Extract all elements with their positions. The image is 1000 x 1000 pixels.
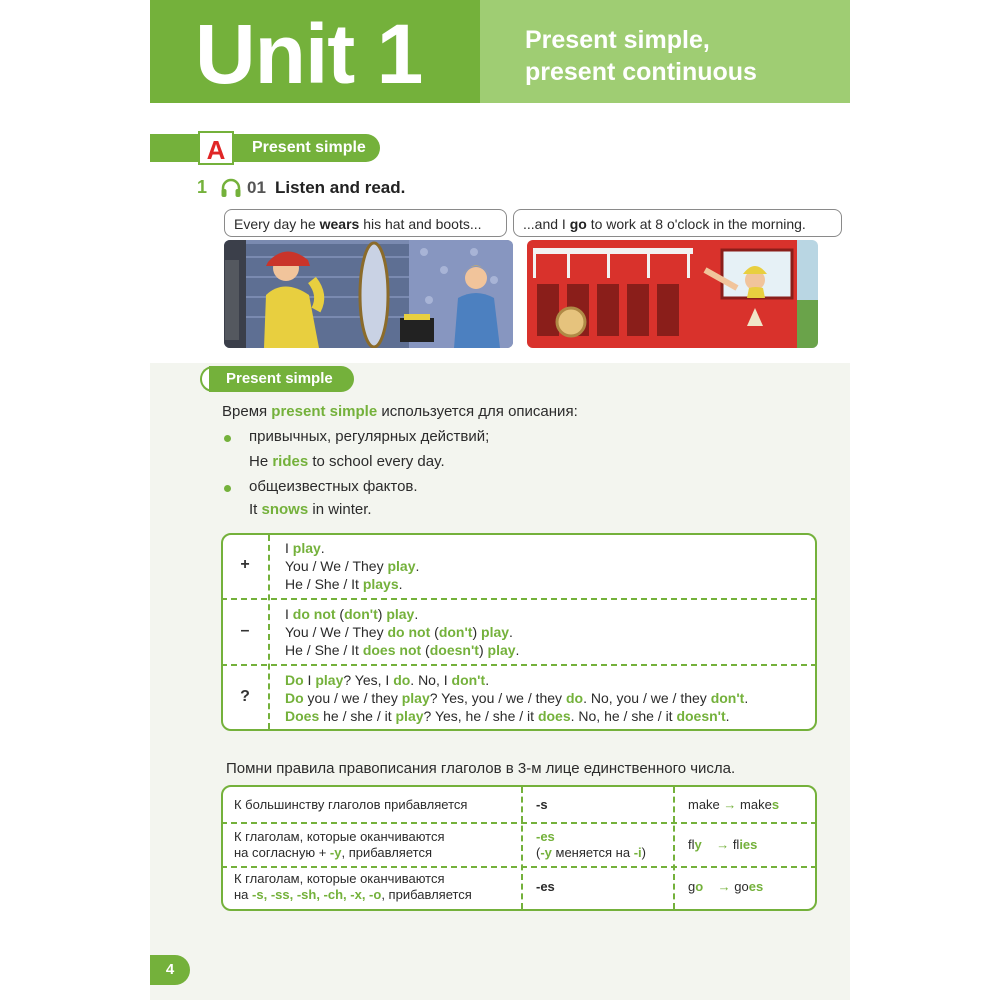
example-ending: es [748,879,764,894]
note-text: ( [536,845,541,860]
cell-verb: do [565,690,584,706]
arrow-icon: → [716,837,730,852]
cell-text: You / We / They [285,624,388,640]
cell-text: He / She / It [285,642,363,658]
cell-text: ? Yes, I [343,672,394,688]
cell-text: ? Yes, he / she / it [423,708,538,724]
spelling-rule [234,871,472,903]
spelling-example [688,837,757,853]
rule-letter: -y [329,845,342,860]
cell-text: ) [472,624,482,640]
exercise-number: 1 [197,177,208,197]
spelling-rule [234,829,445,861]
rule-term: present simple [271,403,378,420]
spelling-example [688,879,763,895]
cell-text: . [415,558,420,574]
illustration-fire-truck [527,240,818,348]
cell-text: ( [430,624,439,640]
table-divider [268,535,270,729]
example-text: to school every day. [308,453,445,470]
rule-bullet-1: привычных, регулярных действий; [249,428,490,445]
bubble-text: ...and I [523,216,570,232]
bubble-text: to work at 8 o'clock in the morning. [586,216,806,232]
cell-verb: play [395,708,424,724]
cell-verb: do not [387,624,431,640]
table-row [285,672,489,688]
rule-line: К глаголам, которые оканчиваются [234,871,445,886]
note-text: меняется на [551,845,634,860]
cell-text: . [744,690,749,706]
arrow-icon: → [717,879,731,894]
bullet-dot [224,435,231,442]
spelling-intro: Помни правила правописания глаголов в 3-м лице единственного числа. [226,760,736,777]
example-base: g [688,879,696,894]
table-divider [673,787,675,909]
cell-text: ) [377,606,387,622]
note-text: ) [641,845,646,860]
cell-text: ) [478,642,488,658]
affirmative-symbol: + [240,556,250,573]
rule-example-2 [249,501,372,518]
cell-verb: don't [451,672,486,688]
note-letter: -i [633,845,642,860]
negative-symbol: – [240,622,250,639]
table-row [285,642,519,658]
cell-verb: Do [285,690,304,706]
bubble-verb: wears [319,216,360,232]
table-row [285,576,403,592]
note-letter: -y [540,845,552,860]
rule-text: на согласную + [234,845,330,860]
unit-subtitle [525,24,757,88]
table-row [285,624,513,640]
table-row [285,540,325,556]
question-symbol: ? [240,688,250,705]
cell-verb: play [401,690,430,706]
section-title: Present simple [252,139,366,156]
table-row-divider [221,866,817,868]
arrow-icon: → [723,797,737,812]
page-number: 4 [150,955,190,985]
cell-text: . [509,624,513,640]
cell-verb: don't [438,624,473,640]
cell-text: you / we / they [303,690,402,706]
cell-text: . [515,642,520,658]
cell-text: . No, I [410,672,452,688]
unit-subtitle-line2: present continuous [525,58,757,86]
rule-line [234,887,472,903]
exercise-instruction: Listen and read. [275,178,406,197]
audio-track-number: 01 [247,178,266,197]
cell-text: ( [335,606,345,622]
cell-text: ? Yes, you / we / they [429,690,566,706]
example-verb: rides [272,453,309,470]
table-row [285,708,730,724]
cell-verb: Do [285,672,304,688]
table-divider [521,787,523,909]
cell-verb: play [292,540,321,556]
bullet-dot [224,485,231,492]
cell-verb: play [386,606,415,622]
headphones-icon[interactable] [220,178,242,198]
table-row [285,690,748,706]
cell-verb: don't [344,606,378,622]
speech-bubble-left [224,209,507,237]
bubble-text: his hat and boots... [359,216,482,232]
cell-verb: play [487,642,516,658]
table-row-divider [221,822,817,824]
cell-text: . [320,540,325,556]
cell-text: . [725,708,730,724]
cell-verb: play [387,558,416,574]
cell-verb: play [315,672,344,688]
example-ending: s [771,797,780,812]
bubble-verb: go [569,216,587,232]
example-base-ending: o [695,879,704,894]
ending-note [536,845,646,861]
cell-verb: does not [362,642,422,658]
speech-bubble-right [513,209,842,237]
cell-text: I [285,540,293,556]
rule-text: , прибавляется [381,887,472,902]
example-base-ending: y [694,837,702,852]
cell-text: . [398,576,403,592]
bubble-text: Every day he [234,216,320,232]
cell-verb: do [393,672,411,688]
spelling-ending: -s [536,797,548,812]
rule-line [234,845,445,861]
cell-text: . No, you / we / they [583,690,711,706]
rule-text: используется для описания: [377,403,578,420]
spelling-example [688,797,779,813]
example-base: fl [688,837,695,852]
ending-text: -es [536,829,555,844]
example-stem: fl [732,837,740,852]
cell-text: He / She / It [285,576,363,592]
example-verb: snows [261,501,309,518]
unit-subtitle-line1: Present simple, [525,26,710,54]
rule-bullet-2: общеизвестных фактов. [249,478,418,495]
cell-text: . No, he / she / it [570,708,677,724]
example-base: make [688,797,720,812]
cell-text: he / she / it [319,708,396,724]
cell-text: . [485,672,490,688]
table-row [285,606,418,622]
example-text: He [249,453,273,470]
cell-verb: plays [362,576,399,592]
rule-text: на [234,887,253,902]
example-stem: make [740,797,772,812]
rule-endings: -s, -ss, -sh, -ch, -x, -o [252,887,382,902]
table-row [285,558,419,574]
example-text: in winter. [308,501,372,518]
cell-text: I [285,606,293,622]
example-text: It [249,501,262,518]
rule-line: К глаголам, которые оканчиваются [234,829,445,844]
cell-verb: Does [285,708,320,724]
spelling-ending: -es [536,879,555,894]
cell-text: I [303,672,316,688]
cell-text: . [414,606,419,622]
table-row-divider [221,598,817,600]
rule-text: Время [222,403,272,420]
cell-verb: does [537,708,571,724]
cell-verb: do not [292,606,336,622]
table-row-divider [221,664,817,666]
cell-verb: doesn't [676,708,726,724]
example-stem: go [734,879,749,894]
illustration-firefighter-home [224,240,513,348]
spelling-rule: К большинству глаголов прибавляется [234,797,468,812]
example-ending: ies [739,837,758,852]
spelling-ending [536,829,646,861]
rule-tag: Present simple [209,366,354,392]
rule-text: , прибавляется [341,845,432,860]
cell-verb: don't [710,690,745,706]
cell-text: ( [421,642,430,658]
rule-intro [222,403,578,420]
cell-verb: doesn't [429,642,479,658]
unit-title: Unit 1 [195,7,423,101]
cell-verb: play [481,624,510,640]
rule-example-1 [249,453,445,470]
cell-text: You / We / They [285,558,388,574]
section-letter: A [198,131,234,165]
